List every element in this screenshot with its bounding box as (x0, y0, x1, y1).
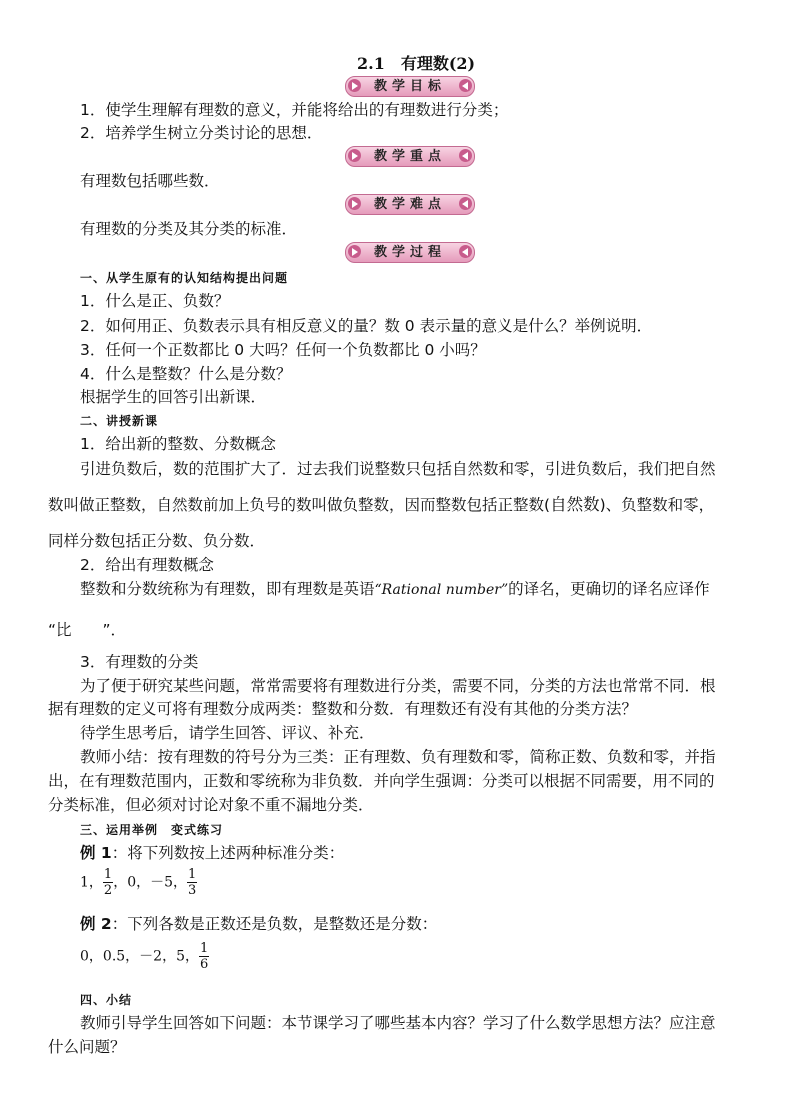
paragraph-line: “比 ”． (48, 621, 127, 639)
section-1-line: 3．任何一个正数都比 0 大吗？任何一个负数都比 0 小吗？ (80, 341, 486, 359)
arrow-left-icon (459, 197, 472, 210)
page-title: 2.1 有理数(2) (357, 54, 476, 73)
arrow-left-icon (459, 79, 472, 92)
banner-teaching-process: 教学过程 (345, 242, 475, 263)
arrow-left-icon (459, 245, 472, 258)
paragraph-line: 同样分数包括正分数、负分数． (48, 532, 266, 550)
section-1-line: 根据学生的回答引出新课． (80, 388, 267, 406)
banner-teaching-objectives: 教学目标 (345, 76, 475, 97)
fraction: $\frac{1}{2}$ (103, 867, 113, 898)
paragraph-line: 出，在有理数范围内，正数和零统称为非负数．并向学生强调：分类可以根据不同需要，用不同的 (48, 772, 715, 790)
paragraph-line: 什么问题？ (48, 1038, 126, 1056)
subsection-title: 1．给出新的整数、分数概念 (80, 435, 276, 453)
section-1-heading: 一、从学生原有的认知结构提出问题 (80, 271, 289, 285)
arrow-left-icon (459, 149, 472, 162)
section-1-line: 1．什么是正、负数？ (80, 292, 230, 310)
paragraph-line: 整数和分数统称为有理数，即有理数是英语“Rational number”的译名，更确切的译名应译作 (80, 580, 710, 598)
objective-1: 1．使学生理解有理数的意义，并能将给出的有理数进行分类； (80, 101, 509, 119)
section-2-heading: 二、讲授新课 (80, 414, 159, 428)
subsection-title: 3．有理数的分类 (80, 653, 199, 671)
difficulty-text: 有理数的分类及其分类的标准． (80, 220, 298, 238)
example-1-numbers: 1， $\frac{1}{2}$ ，0，－5， $\frac{1}{3}$ (80, 867, 197, 898)
example-2-numbers: 0，0.5，－2，5， $\frac{1}{6}$ (80, 941, 209, 972)
paragraph-line: 分类标准，但必须对讨论对象不重不漏地分类． (48, 796, 374, 814)
example-2: 例 2：下列各数是正数还是负数，是整数还是分数： (80, 915, 438, 933)
paragraph-line: 数叫做正整数，自然数前加上负号的数叫做负整数，因而整数包括正整数(自然数)、负整数和零， (48, 495, 715, 514)
fraction: $\frac{1}{6}$ (200, 941, 209, 972)
section-1-line: 2．如何用正、负数表示具有相反意义的量？数 0 表示量的意义是什么？举例说明． (80, 317, 653, 335)
banner-key-points: 教学重点 (345, 146, 475, 167)
paragraph-line: 教师小结：按有理数的符号分为三类：正有理数、负有理数和零，简称正数、负数和零，并指 (80, 748, 716, 766)
key-point-text: 有理数包括哪些数． (80, 172, 220, 190)
paragraph-line: 为了便于研究某些问题，常常需要将有理数进行分类，需要不同，分类的方法也常常不同．根 (80, 677, 716, 695)
paragraph-line: 引进负数后，数的范围扩大了．过去我们说整数只包括自然数和零，引进负数后，我们把自然 (80, 460, 716, 478)
paragraph-line: 待学生思考后，请学生回答、评议、补充． (80, 724, 375, 742)
paragraph-line: 教师引导学生回答如下问题：本节课学习了哪些基本内容？学习了什么数学思想方法？应注意 (80, 1014, 716, 1032)
example-1: 例 1：将下列数按上述两种标准分类： (80, 844, 345, 862)
fraction: $\frac{1}{3}$ (188, 867, 197, 898)
objective-2: 2．培养学生树立分类讨论的思想． (80, 124, 323, 142)
section-4-heading: 四、小结 (80, 993, 133, 1007)
banner-difficulties: 教学难点 (345, 194, 475, 215)
subsection-title: 2．给出有理数概念 (80, 556, 214, 574)
section-1-line: 4．什么是整数？什么是分数？ (80, 365, 292, 383)
section-3-heading: 三、运用举例 变式练习 (80, 823, 224, 837)
paragraph-line: 据有理数的定义可将有理数分成两类：整数和分数．有理数还有没有其他的分类方法？ (48, 700, 638, 718)
